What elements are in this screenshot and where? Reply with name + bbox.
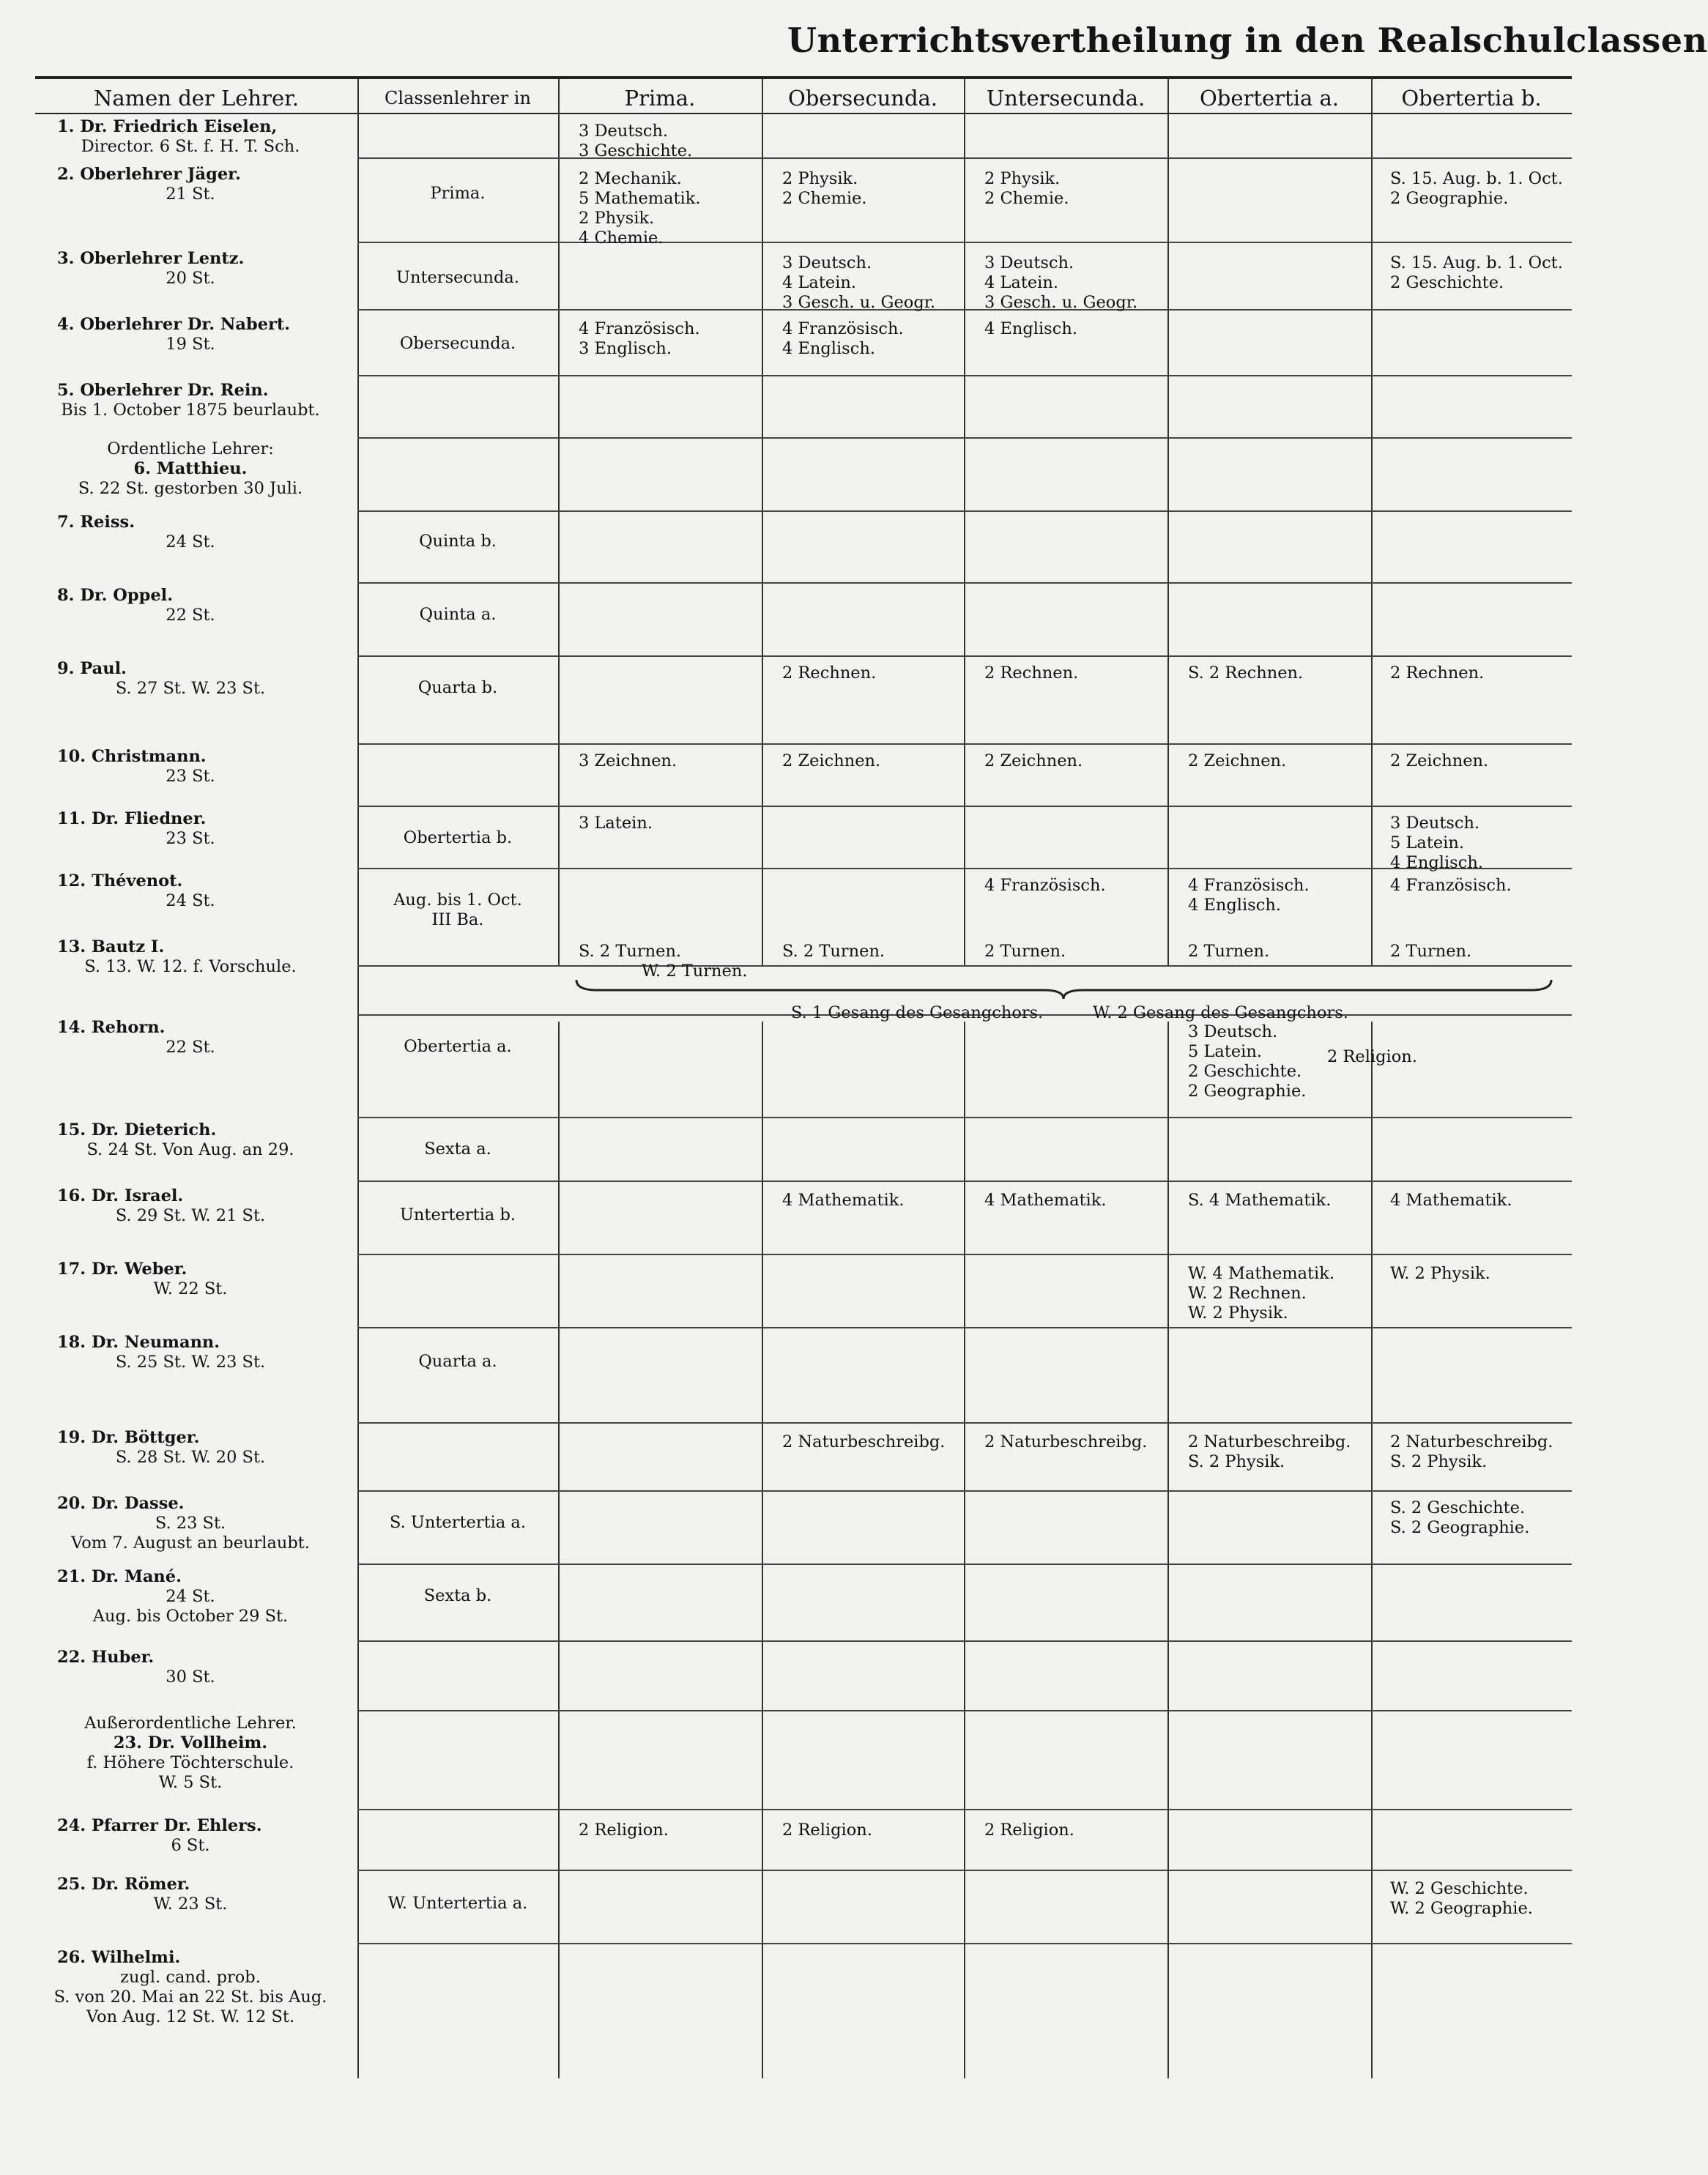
ot_a-cell: 3 Deutsch. 5 Latein. 2 Geschichte. 2 Geographie.: [1188, 1022, 1307, 1101]
prima-cell: 4 Französisch. 3 Englisch.: [579, 319, 700, 358]
classlead-cell: Obertertia a.: [404, 1037, 512, 1056]
obersec-cell: 4 Französisch. 4 Englisch.: [782, 319, 904, 358]
teacher-cell: [37, 809, 344, 849]
brace-bracket: [575, 978, 1553, 1000]
column-divider: [762, 79, 763, 965]
teacher-line: 30 St.: [166, 1668, 215, 1687]
column-divider: [558, 79, 560, 965]
obersec-cell: S. 2 Turnen.: [782, 942, 885, 961]
column-divider: [357, 79, 359, 2078]
ot_b-cell: 2 Turnen.: [1390, 942, 1472, 961]
teacher-line: S. 29 St. W. 21 St.: [115, 1206, 266, 1225]
untersec-cell: 4 Französisch.: [984, 876, 1106, 895]
teacher-line: 20 St.: [166, 269, 215, 288]
ot_a-cell: S. 4 Mathematik.: [1188, 1191, 1332, 1210]
row-divider: [357, 375, 1572, 376]
teacher-line: Director. 6 St. f. H. T. Sch.: [81, 137, 300, 156]
ot_a-cell: 2 Turnen.: [1188, 942, 1270, 961]
ot_b-cell: S. 2 Geschichte. S. 2 Geographie.: [1390, 1498, 1530, 1537]
teacher-line: 16. Dr. Israel.: [57, 1186, 184, 1205]
teacher-line: 25. Dr. Römer.: [57, 1875, 190, 1894]
ot_b-cell: W. 2 Physik.: [1390, 1264, 1490, 1283]
teacher-cell: [37, 381, 344, 420]
teacher-cell: [37, 1816, 344, 1856]
row-divider: [357, 309, 1572, 311]
teacher-line: 6. Matthieu.: [133, 459, 248, 478]
teacher-line: 24 St.: [166, 1587, 215, 1606]
teacher-line: 7. Reiss.: [57, 513, 135, 532]
ot_a-cell: 4 Französisch. 4 Englisch.: [1188, 876, 1310, 915]
ot_b-cell: 2 Zeichnen.: [1390, 751, 1489, 770]
teacher-line: S. 25 St. W. 23 St.: [115, 1353, 266, 1372]
row-divider: [357, 806, 1572, 807]
teacher-line: Ordentliche Lehrer:: [107, 439, 274, 458]
row-divider: [357, 1254, 1572, 1255]
row-divider: [357, 157, 1572, 159]
teacher-line: f. Höhere Töchterschule.: [86, 1753, 294, 1772]
teacher-line: Bis 1. October 1875 beurlaubt.: [61, 401, 320, 420]
chorus-summer: S. 1 Gesang des Gesangchors.: [791, 1003, 1044, 1022]
teacher-line: 23 St.: [166, 829, 215, 848]
teacher-line: W. 22 St.: [153, 1279, 228, 1298]
row-divider: [357, 1181, 1572, 1182]
teacher-cell: [37, 315, 344, 354]
ot_b-cell: 4 Mathematik.: [1390, 1191, 1512, 1210]
row-divider: [357, 1809, 1572, 1810]
teacher-line: 24. Pfarrer Dr. Ehlers.: [57, 1816, 262, 1835]
teacher-cell: [37, 1494, 344, 1553]
teacher-cell: [37, 1186, 344, 1226]
column-divider: [1167, 79, 1169, 965]
untersec-cell: 2 Physik. 2 Chemie.: [984, 169, 1069, 208]
classlead-cell: S. Untertertia a.: [390, 1513, 526, 1532]
teacher-cell: [37, 871, 344, 911]
teacher-line: W. 5 St.: [158, 1773, 223, 1792]
teacher-line: 21. Dr. Mané.: [57, 1567, 182, 1586]
teacher-line: 8. Dr. Oppel.: [57, 586, 174, 605]
classlead-cell: W. Untertertia a.: [387, 1894, 528, 1913]
obersec-cell: 2 Religion.: [782, 1821, 872, 1840]
teacher-cell: [37, 1875, 344, 1914]
teacher-line: 2. Oberlehrer Jäger.: [57, 165, 241, 184]
untersec-cell: 2 Religion.: [984, 1821, 1074, 1840]
classlead-cell: Quarta b.: [417, 678, 498, 697]
row-divider: [357, 437, 1572, 439]
teacher-line: 3. Oberlehrer Lentz.: [57, 249, 245, 268]
teacher-line: 14. Rehorn.: [57, 1018, 166, 1037]
obersecunda-column-header: Obersecunda.: [787, 86, 938, 111]
untersecunda-column-header: Untersecunda.: [986, 86, 1146, 111]
teacher-line: Aug. bis October 29 St.: [92, 1607, 289, 1626]
prima-cell: 3 Deutsch. 3 Geschichte.: [579, 122, 693, 160]
untersec-cell: 2 Zeichnen.: [984, 751, 1083, 770]
teacher-cell: [37, 439, 344, 499]
teacher-line: S. 22 St. gestorben 30 Juli.: [78, 479, 303, 498]
teacher-line: 22 St.: [166, 1038, 215, 1057]
prima-cell: S. 2 Turnen. W. 2 Turnen.: [579, 942, 748, 981]
classlead-cell: Aug. bis 1. Oct. III Ba.: [393, 891, 522, 929]
row-divider: [357, 1710, 1572, 1711]
teacher-line: 18. Dr. Neumann.: [57, 1333, 220, 1352]
teacher-cell: [37, 513, 344, 552]
untersec-cell: 3 Deutsch. 4 Latein. 3 Gesch. u. Geogr.: [984, 253, 1138, 312]
teacher-line: 19. Dr. Böttger.: [57, 1428, 200, 1447]
teacher-line: 20. Dr. Dasse.: [57, 1494, 185, 1513]
row-divider: [357, 1943, 1572, 1944]
teacher-line: 24 St.: [166, 891, 215, 910]
prima-cell: 2 Religion.: [579, 1821, 669, 1840]
teacher-line: 5. Oberlehrer Dr. Rein.: [57, 381, 269, 400]
prima-column-header: Prima.: [624, 86, 696, 111]
untersec-cell: 4 Mathematik.: [984, 1191, 1107, 1210]
page-title: Unterrichtsvertheilung in den Realschulclassen: [787, 21, 1708, 60]
untersec-cell: 4 Englisch.: [984, 319, 1077, 338]
teacher-line: 17. Dr. Weber.: [57, 1260, 187, 1279]
ot_a-cell: 2 Zeichnen.: [1188, 751, 1287, 770]
classlead-cell: Untertertia b.: [399, 1205, 516, 1224]
classlead-cell: Obersecunda.: [399, 334, 516, 353]
row-divider: [357, 743, 1572, 745]
teacher-line: 1. Dr. Friedrich Eiselen,: [57, 117, 278, 136]
classlead-cell: Prima.: [430, 184, 486, 203]
column-divider: [1371, 79, 1373, 965]
classlead-cell: Sexta a.: [424, 1139, 491, 1159]
obersec-cell: 2 Physik. 2 Chemie.: [782, 169, 867, 208]
classlead-cell: Obertertia b.: [403, 828, 513, 847]
obersec-cell: 2 Zeichnen.: [782, 751, 881, 770]
row-divider: [357, 242, 1572, 243]
row-divider: [357, 1490, 1572, 1492]
classlead-cell: Quarta a.: [418, 1352, 497, 1371]
teacher-line: S. 27 St. W. 23 St.: [115, 679, 266, 698]
obertertia-b-column-header: Obertertia b.: [1401, 86, 1542, 111]
teacher-line: 6 St.: [171, 1836, 210, 1855]
teacher-cell: [37, 1428, 344, 1468]
teacher-line: W. 23 St.: [153, 1895, 228, 1914]
column-divider: [964, 79, 965, 965]
teacher-line: 12. Thévenot.: [57, 871, 183, 891]
teacher-cell: [37, 1567, 344, 1626]
row-divider: [357, 1870, 1572, 1871]
teacher-cell: [37, 249, 344, 289]
teacher-column-header: Namen der Lehrer.: [93, 86, 300, 111]
teacher-line: Vom 7. August an beurlaubt.: [71, 1533, 310, 1553]
prima-cell: 3 Zeichnen.: [579, 751, 677, 770]
teacher-line: 9. Paul.: [57, 659, 127, 678]
teacher-cell: [37, 747, 344, 787]
teacher-line: 21 St.: [166, 185, 215, 204]
prima-cell: 3 Latein.: [579, 814, 653, 833]
teacher-line: 10. Christmann.: [57, 747, 207, 766]
teacher-line: 4. Oberlehrer Dr. Nabert.: [57, 315, 291, 334]
ot_b-cell: S. 15. Aug. b. 1. Oct. 2 Geographie.: [1390, 169, 1563, 208]
classlead-cell: Quinta b.: [419, 532, 497, 551]
row-divider: [357, 1564, 1572, 1565]
ot_a-cell: W. 4 Mathematik. W. 2 Rechnen. W. 2 Physik.: [1188, 1264, 1335, 1323]
classlead-column-header: Classenlehrer in: [385, 88, 531, 108]
teacher-line: 23. Dr. Vollheim.: [113, 1733, 268, 1752]
teacher-line: 19 St.: [166, 335, 215, 354]
ot_b-cell: 3 Deutsch. 5 Latein. 4 Englisch.: [1390, 814, 1483, 872]
row-divider: [357, 1327, 1572, 1328]
teacher-cell: [37, 586, 344, 625]
teacher-line: S. 23 St.: [155, 1514, 226, 1533]
teacher-cell: [37, 937, 344, 977]
obersec-cell: 2 Naturbeschreibg.: [782, 1432, 946, 1451]
classlead-cell: Sexta b.: [423, 1586, 492, 1605]
teacher-line: S. 24 St. Von Aug. an 29.: [86, 1140, 294, 1159]
untersec-cell: 2 Turnen.: [984, 942, 1066, 961]
ot_b-cell: 2 Rechnen.: [1390, 663, 1485, 683]
teacher-line: Von Aug. 12 St. W. 12 St.: [86, 2007, 295, 2026]
ot_b-cell: S. 15. Aug. b. 1. Oct. 2 Geschichte.: [1390, 253, 1563, 292]
teacher-cell: [37, 1648, 344, 1687]
teacher-line: 22 St.: [166, 606, 215, 625]
ot_a-cell: S. 2 Rechnen.: [1188, 663, 1304, 683]
obersec-cell: 4 Mathematik.: [782, 1191, 905, 1210]
row-divider: [357, 1640, 1572, 1642]
teacher-line: 23 St.: [166, 767, 215, 786]
teacher-line: zugl. cand. prob.: [120, 1968, 261, 1987]
teacher-cell: [37, 1333, 344, 1372]
obersec-cell: 2 Rechnen.: [782, 663, 877, 683]
row-divider: [357, 510, 1572, 512]
top-rule: [35, 76, 1572, 79]
classlead-cell: Untersecunda.: [396, 268, 519, 287]
teacher-cell: [37, 1260, 344, 1299]
ot_b-cell: W. 2 Geschichte. W. 2 Geographie.: [1390, 1879, 1533, 1918]
ot_a-cell: 2 Naturbeschreibg. S. 2 Physik.: [1188, 1432, 1351, 1471]
teacher-line: S. von 20. Mai an 22 St. bis Aug.: [53, 1988, 327, 2007]
teacher-line: S. 13. W. 12. f. Vorschule.: [84, 957, 297, 976]
row-divider: [357, 1117, 1572, 1118]
obersec-cell: 3 Deutsch. 4 Latein. 3 Gesch. u. Geogr.: [782, 253, 936, 312]
classlead-cell: Quinta a.: [419, 605, 497, 624]
prima-cell: 2 Mechanik. 5 Mathematik. 2 Physik. 4 Chemie.: [579, 169, 701, 248]
teacher-cell: [37, 659, 344, 699]
teacher-cell: [37, 1120, 344, 1160]
teacher-cell: [37, 117, 344, 157]
teacher-cell: [37, 1018, 344, 1057]
teacher-line: 15. Dr. Dieterich.: [57, 1120, 217, 1139]
untersec-cell: 2 Rechnen.: [984, 663, 1079, 683]
teacher-line: 26. Wilhelmi.: [57, 1948, 181, 1967]
ot_b-cell: 2 Religion.: [1327, 1047, 1417, 1066]
teacher-line: S. 28 St. W. 20 St.: [115, 1448, 266, 1467]
ot_b-cell: 4 Französisch.: [1390, 876, 1512, 895]
row-divider: [357, 1422, 1572, 1424]
obertertia-a-column-header: Obertertia a.: [1200, 86, 1339, 111]
row-divider: [357, 582, 1572, 584]
untersec-cell: 2 Naturbeschreibg.: [984, 1432, 1148, 1451]
teacher-cell: [37, 1714, 344, 1793]
teacher-line: Außerordentliche Lehrer.: [84, 1714, 297, 1733]
teacher-cell: [37, 1948, 344, 2027]
row-divider: [357, 965, 1572, 967]
teacher-cell: [37, 165, 344, 204]
teacher-line: 24 St.: [166, 532, 215, 551]
row-divider: [357, 655, 1572, 657]
teacher-line: 11. Dr. Fliedner.: [57, 809, 207, 828]
teacher-line: 13. Bautz I.: [57, 937, 165, 956]
chorus-winter: W. 2 Gesang des Gesangchors.: [1093, 1003, 1348, 1022]
teacher-line: 22. Huber.: [57, 1648, 155, 1667]
ot_b-cell: 2 Naturbeschreibg. S. 2 Physik.: [1390, 1432, 1553, 1471]
